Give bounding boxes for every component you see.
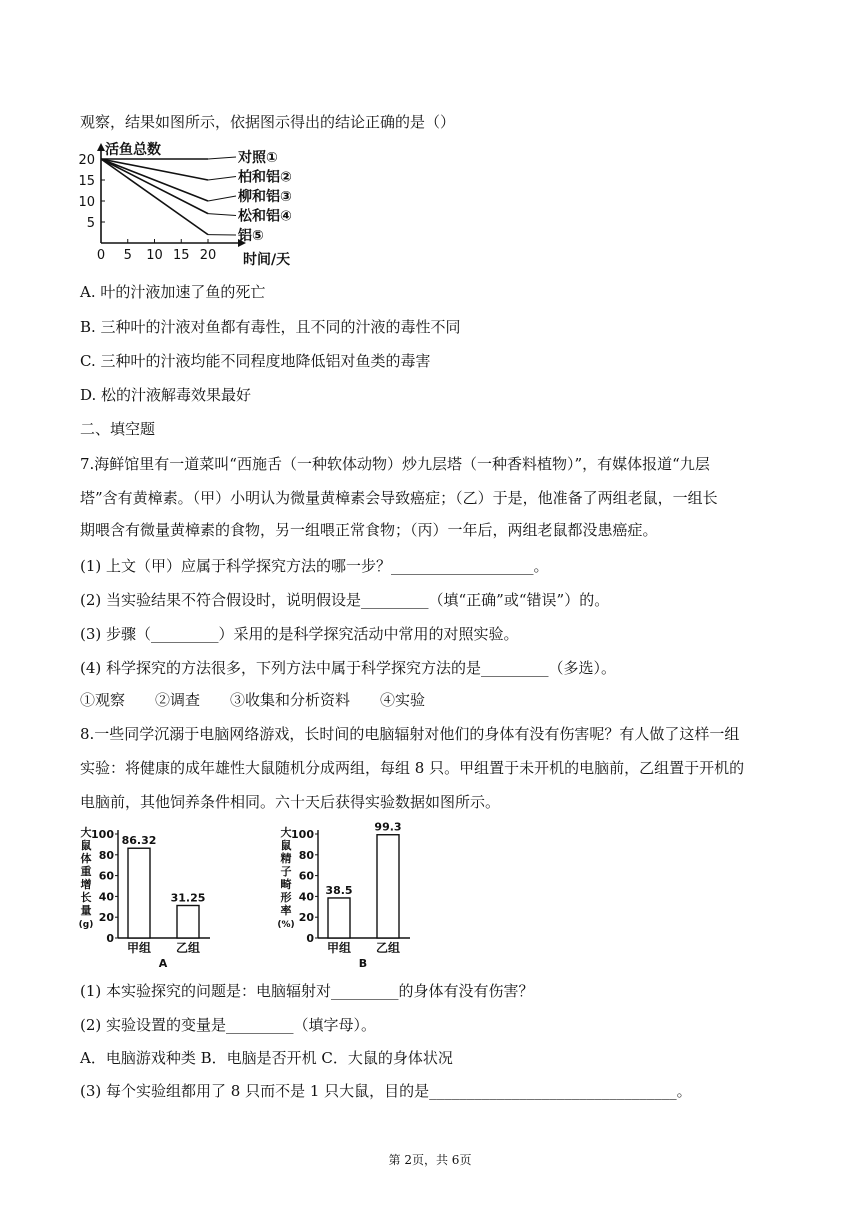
chart-caption: A: [158, 957, 168, 970]
series-line: [101, 159, 208, 235]
y-axis-label: 大鼠精子畸形率(%): [277, 826, 295, 930]
y-tick-label: 80: [298, 848, 314, 862]
y-tick-label: 20: [78, 153, 95, 168]
fish-survival-line-chart: [78, 140, 318, 272]
question7-choices: ①观察 ②调查 ③收集和分析资料 ④实验: [80, 691, 426, 709]
question6-option-a: A. 叶的汁液加速了鱼的死亡: [80, 283, 266, 301]
question8-stem-line2: 实验：将健康的成年雄性大鼠随机分成两组，每组 8 只。甲组置于未开机的电脑前，乙组置于开机的: [80, 759, 745, 777]
y-tick-label: 40: [298, 890, 314, 904]
y-tick-label: 40: [98, 890, 114, 904]
y-tick-label: 0: [106, 932, 114, 945]
question7-stem-line3: 期喂含有微量黄樟素的食物，另一组喂正常食物；（丙）一年后，两组老鼠都没患癌症。: [80, 521, 658, 539]
rat-sperm-deformity-bar-chart: [278, 822, 428, 968]
y-tick-label: 20: [298, 911, 314, 925]
series-label: 铝⑤: [238, 228, 264, 244]
x-tick-label: 0: [96, 248, 106, 263]
bar: [128, 848, 150, 938]
category-label: 乙组: [375, 941, 401, 955]
y-tick-label: 0: [306, 932, 314, 945]
x-tick-label: 20: [199, 248, 217, 263]
y-tick-label: 100: [291, 828, 314, 841]
question7-stem-line2: 塔”含有黄樟素。（甲）小明认为微量黄樟素会导致癌症；（乙）于是，他准备了两组老鼠，一组长: [80, 489, 718, 507]
x-tick-label: 5: [123, 248, 132, 263]
question6-option-b: B. 三种叶的汁液对鱼都有毒性，且不同的汁液的毒性不同: [80, 318, 461, 336]
question7-sub1: (1) 上文（甲）应属于科学探究方法的哪一步？___________________。: [80, 557, 549, 575]
category-label: 乙组: [175, 941, 201, 955]
category-label: 甲组: [126, 941, 152, 955]
series-leader: [208, 157, 236, 159]
question6-option-c: C. 三种叶的汁液均能不同程度地降低铝对鱼类的毒害: [80, 352, 431, 370]
y-tick-label: 20: [98, 911, 114, 925]
question6-option-d: D. 松的汁液解毒效果最好: [80, 386, 252, 404]
series-leader: [208, 196, 236, 201]
y-axis-label: 大鼠体重增长量(g): [78, 826, 94, 930]
bar: [177, 906, 199, 939]
bar-value-label: 31.25: [170, 891, 206, 905]
question8-sub1: (1) 本实验探究的问题是：电脑辐射对_________的身体有没有伤害？: [80, 982, 534, 1000]
y-tick-label: 5: [86, 216, 95, 231]
series-line: [101, 159, 208, 214]
series-leader: [208, 214, 236, 216]
series-label: 对照①: [238, 150, 278, 166]
question8-stem-line3: 电脑前，其他饲养条件相同。六十天后获得实验数据如图所示。: [80, 793, 501, 811]
category-label: 甲组: [326, 941, 352, 955]
question7-sub3: (3) 步骤（_________）采用的是科学探究活动中常用的对照实验。: [80, 625, 519, 643]
question7-stem-line1: 7.海鲜馆里有一道菜叫“西施舌（一种软体动物）炒九层塔（一种香料植物）”，有媒体报道“九层: [80, 455, 710, 473]
question7-sub2: (2) 当实验结果不符合假设时，说明假设是_________（填“正确”或“错误”）的。: [80, 591, 610, 609]
question8-options: A．电脑游戏种类 B．电脑是否开机 C．大鼠的身体状况: [80, 1049, 453, 1067]
y-tick-label: 100: [91, 828, 114, 841]
question8-sub2: (2) 实验设置的变量是_________（填字母）。: [80, 1016, 377, 1034]
bar: [328, 898, 350, 938]
y-tick-label: 80: [98, 848, 114, 862]
y-tick-label: 60: [298, 869, 314, 883]
question8-stem-line1: 8.一些同学沉溺于电脑网络游戏，长时间的电脑辐射对他们的身体有没有伤害呢？有人做了这样一组: [80, 725, 740, 743]
series-label: 柳和铝③: [238, 189, 292, 205]
chart-caption: B: [358, 957, 368, 970]
x-tick-label: 15: [172, 248, 190, 263]
question7-sub4: (4) 科学探究的方法很多，下列方法中属于科学探究方法的是_________（多选）。: [80, 659, 617, 677]
y-axis-arrow: [97, 143, 105, 151]
series-label: 松和铝④: [238, 208, 292, 225]
x-axis-label: 时间/天: [243, 252, 291, 268]
question8-sub3: (3) 每个实验组都用了 8 只而不是 1 只大鼠，目的是_________________________________。: [80, 1082, 692, 1100]
series-leader: [208, 177, 236, 181]
y-tick-label: 15: [78, 174, 95, 189]
series-label: 柏和铝②: [238, 169, 292, 186]
bar-value-label: 99.3: [374, 820, 402, 834]
question6-stem-tail: 观察，结果如图所示，依据图示得出的结论正确的是（）: [80, 113, 456, 131]
rat-weight-gain-bar-chart: [78, 822, 228, 968]
y-tick-label: 60: [98, 869, 114, 883]
y-axis-label: 活鱼总数: [105, 142, 161, 158]
bar-value-label: 86.32: [121, 834, 157, 848]
x-tick-label: 10: [146, 248, 163, 263]
y-tick-label: 10: [78, 195, 95, 210]
bar-value-label: 38.5: [325, 883, 353, 897]
bar: [377, 835, 399, 938]
page-footer: 第 2页，共 6页: [388, 1153, 472, 1167]
section-heading-fill-in: 二、填空题: [80, 420, 156, 438]
series-line: [101, 159, 208, 201]
